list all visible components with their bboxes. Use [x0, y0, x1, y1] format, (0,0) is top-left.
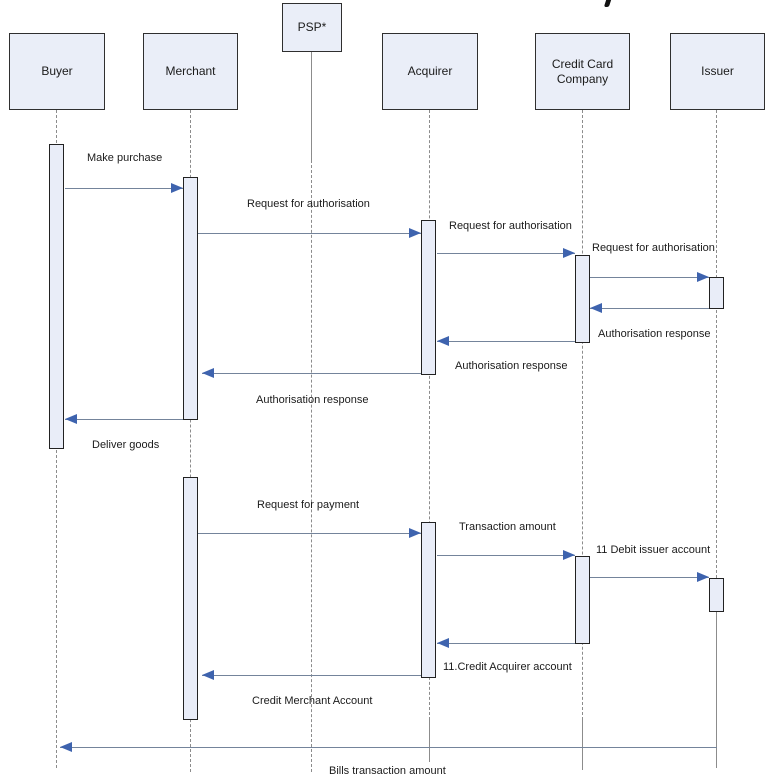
message-label: 11 Debit issuer account [596, 544, 711, 556]
message-request-authorisation-3 [590, 272, 709, 283]
message-deliver-goods [65, 414, 183, 425]
lifeline-acquirer-bottom [429, 720, 430, 762]
activation-bar-issuer-2 [709, 578, 724, 612]
arrowhead-icon [65, 414, 77, 424]
activation-bar-issuer-1 [709, 277, 724, 309]
message-debit-issuer-account [590, 572, 709, 583]
cropped-title-fragment [604, 0, 611, 7]
message-label: Bills transaction amount [329, 765, 446, 777]
message-request-payment [198, 528, 421, 539]
arrowhead-icon [202, 670, 214, 680]
arrowhead-icon [437, 336, 449, 346]
actor-label-psp: PSP* [297, 20, 327, 34]
actor-box-credit-card-company [535, 33, 630, 110]
arrowhead-icon [409, 228, 421, 238]
arrowhead-icon [171, 183, 183, 193]
message-request-authorisation-1 [198, 228, 421, 239]
activation-bar-merchant-2 [183, 477, 198, 720]
actor-label-merchant: Merchant [165, 64, 216, 78]
arrowhead-icon [409, 528, 421, 538]
arrowhead-icon [697, 272, 709, 282]
arrowhead-icon [563, 550, 575, 560]
message-authorisation-response-1 [590, 303, 709, 314]
message-label: Request for authorisation [449, 220, 572, 232]
message-label: Request for authorisation [247, 198, 370, 210]
message-label: Authorisation response [256, 394, 369, 406]
actor-label-buyer: Buyer [41, 64, 73, 78]
activation-bar-merchant-1 [183, 177, 198, 420]
actor-box-buyer [9, 33, 105, 110]
message-make-purchase [65, 183, 183, 194]
activation-bar-credit-card-company-1 [575, 255, 590, 343]
activation-bar-credit-card-company-2 [575, 556, 590, 644]
activation-bar-acquirer-1 [421, 220, 436, 375]
activation-bar-acquirer-2 [421, 522, 436, 678]
arrowhead-icon [590, 303, 602, 313]
message-label: Request for authorisation [592, 242, 715, 254]
actor-box-issuer [670, 33, 765, 110]
actor-box-psp [282, 3, 342, 52]
lifeline-psp-top [311, 52, 312, 160]
arrowhead-icon [563, 248, 575, 258]
message-credit-merchant-account [202, 670, 421, 681]
message-request-authorisation-2 [437, 248, 575, 259]
message-bills-transaction-amount [60, 742, 717, 753]
message-label: Deliver goods [92, 439, 160, 451]
arrowhead-icon [437, 638, 449, 648]
arrowhead-icon [202, 368, 214, 378]
arrowhead-icon [697, 572, 709, 582]
actor-box-acquirer [382, 33, 478, 110]
actor-box-merchant [143, 33, 238, 110]
message-label: Request for payment [257, 499, 360, 511]
message-credit-acquirer-account [437, 638, 575, 649]
actor-label-acquirer: Acquirer [407, 64, 453, 78]
activation-bar-buyer [49, 144, 64, 449]
message-label: Authorisation response [598, 328, 711, 340]
message-label: Transaction amount [459, 521, 556, 533]
actor-label-issuer: Issuer [701, 64, 734, 78]
message-label: 11.Credit Acquirer account [443, 661, 572, 673]
message-label: Make purchase [87, 152, 163, 164]
message-transaction-amount [437, 550, 575, 561]
actor-label-credit-card-company: Credit Card Company [551, 56, 614, 86]
lifeline-issuer [716, 110, 717, 578]
message-authorisation-response-2 [437, 336, 575, 347]
message-label: Credit Merchant Account [252, 695, 373, 707]
message-label: Authorisation response [455, 360, 568, 372]
message-authorisation-response-3 [202, 368, 421, 379]
arrowhead-icon [60, 742, 72, 752]
